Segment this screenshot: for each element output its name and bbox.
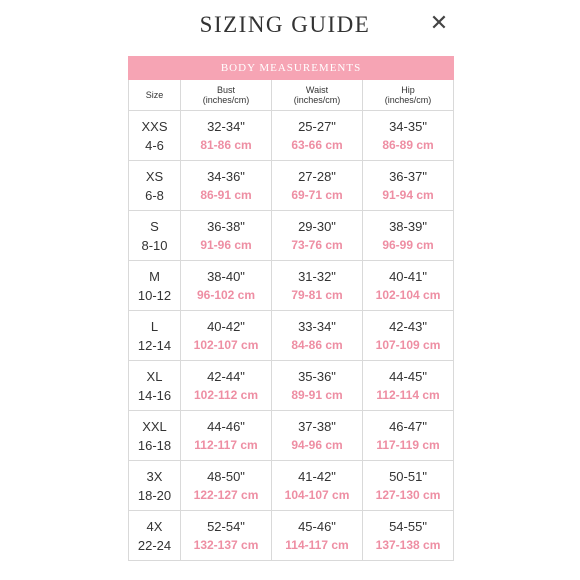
size-number: 14-16: [137, 387, 172, 403]
size-cell: [129, 261, 181, 311]
bust-cm: 112-117 cm: [194, 437, 258, 452]
waist-inches: 41-42": [298, 468, 336, 484]
column-header-label: Size: [145, 90, 164, 100]
hip-cell: [363, 261, 454, 311]
hip-cell: [363, 461, 454, 511]
hip-inches: 46-47": [389, 418, 427, 434]
bust-inches: 38-40": [207, 268, 245, 284]
waist-cell: [272, 311, 363, 361]
hip-inches: 38-39": [389, 218, 427, 234]
size-label: 3X: [146, 468, 163, 484]
hip-cm: 127-130 cm: [375, 487, 441, 502]
hip-inches: 34-35": [389, 118, 427, 134]
size-number: 4-6: [145, 137, 164, 153]
waist-inches: 25-27": [298, 118, 336, 134]
hip-inches: 36-37": [389, 168, 427, 184]
bust-inches: 42-44": [207, 368, 245, 384]
waist-inches: 33-34": [298, 318, 336, 334]
table-row: [129, 311, 454, 361]
size-cell: [129, 511, 181, 561]
hip-cm: 91-94 cm: [382, 187, 434, 202]
hip-inches: 42-43": [389, 318, 427, 334]
bust-inches: 34-36": [207, 168, 245, 184]
size-label: XL: [146, 368, 163, 384]
bust-inches: 44-46": [207, 418, 245, 434]
waist-inches: 37-38": [298, 418, 336, 434]
column-header-unit: (inches/cm): [384, 95, 432, 105]
column-header-label: Hip: [401, 85, 415, 95]
table-row: [129, 261, 454, 311]
waist-inches: 27-28": [298, 168, 336, 184]
size-number: 12-14: [137, 337, 172, 353]
size-number: 10-12: [137, 287, 172, 303]
sizing-table: [128, 56, 454, 561]
waist-cell: [272, 361, 363, 411]
hip-cm: 137-138 cm: [375, 537, 441, 552]
column-header-label: Waist: [305, 85, 329, 95]
waist-cm: 89-91 cm: [291, 387, 343, 402]
waist-cell: [272, 211, 363, 261]
column-header-label: Bust: [216, 85, 235, 95]
bust-cell: [181, 161, 272, 211]
bust-cell: [181, 261, 272, 311]
waist-cell: [272, 161, 363, 211]
waist-cell: [272, 411, 363, 461]
size-number: 18-20: [137, 487, 172, 503]
close-icon[interactable]: ✕: [429, 11, 449, 36]
waist-inches: 35-36": [298, 368, 336, 384]
size-number: 8-10: [141, 237, 168, 253]
column-header-size: [129, 80, 181, 111]
hip-cm: 107-109 cm: [375, 337, 441, 352]
bust-cm: 91-96 cm: [200, 237, 252, 252]
table-banner: BODY MEASUREMENTS: [129, 57, 454, 80]
size-cell: [129, 111, 181, 161]
bust-inches: 52-54": [207, 518, 245, 534]
table-row: [129, 161, 454, 211]
table-row: [129, 461, 454, 511]
hip-cm: 96-99 cm: [382, 237, 434, 252]
waist-inches: 31-32": [298, 268, 336, 284]
waist-cm: 79-81 cm: [291, 287, 343, 302]
table-row: [129, 411, 454, 461]
hip-inches: 50-51": [389, 468, 427, 484]
size-number: 22-24: [137, 537, 172, 553]
size-label: XXS: [141, 118, 168, 134]
bust-cell: [181, 361, 272, 411]
waist-cell: [272, 461, 363, 511]
waist-cell: [272, 261, 363, 311]
waist-cell: [272, 511, 363, 561]
size-label: XXL: [142, 418, 167, 434]
waist-inches: 45-46": [298, 518, 336, 534]
size-cell: [129, 311, 181, 361]
size-label: 4X: [146, 518, 163, 534]
bust-cm: 122-127 cm: [193, 487, 259, 502]
hip-cm: 86-89 cm: [382, 137, 434, 152]
bust-inches: 32-34": [207, 118, 245, 134]
bust-cell: [181, 211, 272, 261]
column-header-unit: (inches/cm): [202, 95, 250, 105]
waist-cm: 104-107 cm: [284, 487, 350, 502]
size-label: XS: [145, 168, 164, 184]
table-row: [129, 111, 454, 161]
size-cell: [129, 461, 181, 511]
bust-cm: 86-91 cm: [200, 187, 252, 202]
size-label: M: [149, 268, 160, 284]
column-header-waist: [272, 80, 363, 111]
hip-cm: 117-119 cm: [376, 437, 440, 452]
bust-cm: 102-112 cm: [193, 387, 259, 402]
hip-cell: [363, 111, 454, 161]
hip-cell: [363, 311, 454, 361]
page-title: SIZING GUIDE: [199, 12, 371, 37]
size-label: S: [150, 218, 159, 234]
bust-inches: 36-38": [207, 218, 245, 234]
waist-cm: 84-86 cm: [291, 337, 343, 352]
hip-cell: [363, 211, 454, 261]
bust-cm: 96-102 cm: [196, 287, 256, 302]
bust-inches: 40-42": [207, 318, 245, 334]
hip-inches: 54-55": [389, 518, 427, 534]
column-header-bust: [181, 80, 272, 111]
bust-cell: [181, 111, 272, 161]
waist-cm: 63-66 cm: [291, 137, 343, 152]
hip-cell: [363, 361, 454, 411]
bust-cell: [181, 311, 272, 361]
bust-cell: [181, 411, 272, 461]
waist-inches: 29-30": [298, 218, 336, 234]
hip-cell: [363, 411, 454, 461]
size-cell: [129, 361, 181, 411]
bust-cm: 102-107 cm: [193, 337, 259, 352]
hip-cell: [363, 511, 454, 561]
table-row: [129, 361, 454, 411]
size-number: 6-8: [145, 187, 164, 203]
size-cell: [129, 411, 181, 461]
table-row: [129, 511, 454, 561]
bust-cell: [181, 511, 272, 561]
waist-cm: 94-96 cm: [291, 437, 343, 452]
column-header-unit: (inches/cm): [293, 95, 341, 105]
size-number: 16-18: [137, 437, 172, 453]
hip-cm: 102-104 cm: [375, 287, 441, 302]
bust-cell: [181, 461, 272, 511]
size-cell: [129, 211, 181, 261]
hip-cell: [363, 161, 454, 211]
bust-cm: 132-137 cm: [193, 537, 259, 552]
waist-cm: 73-76 cm: [291, 237, 343, 252]
waist-cm: 114-117 cm: [285, 537, 349, 552]
hip-inches: 44-45": [389, 368, 427, 384]
table-row: [129, 211, 454, 261]
waist-cm: 69-71 cm: [291, 187, 343, 202]
size-cell: [129, 161, 181, 211]
size-label: L: [150, 318, 159, 334]
bust-inches: 48-50": [207, 468, 245, 484]
hip-inches: 40-41": [389, 268, 427, 284]
hip-cm: 112-114 cm: [376, 387, 440, 402]
column-header-hip: [363, 80, 454, 111]
bust-cm: 81-86 cm: [200, 137, 252, 152]
waist-cell: [272, 111, 363, 161]
